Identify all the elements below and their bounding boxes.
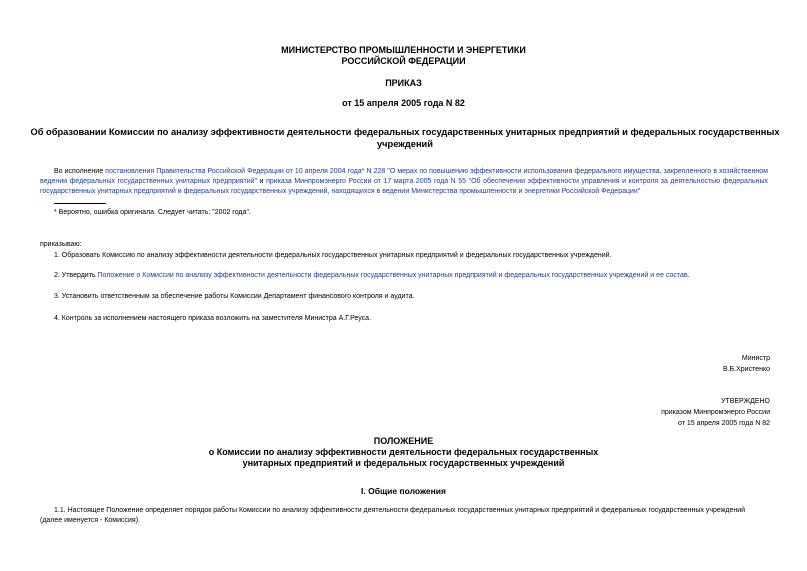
- approval-stamp-line3: от 15 апреля 2005 года N 82: [677, 420, 770, 427]
- approval-stamp-line1: УТВЕРЖДЕНО: [720, 398, 770, 405]
- preamble-paragraph: [40, 167, 768, 197]
- order-title-line1: Об образовании Комиссии по анализу эффективности деятельности федеральных государственных унитарных предприятий и федеральных государственных: [30, 127, 780, 137]
- preamble-mid: и: [257, 178, 267, 185]
- approval-stamp-line2: приказом Минпромэнерго России: [661, 409, 770, 416]
- clause-1-1-line2: (далее именуется - Комиссия).: [40, 517, 140, 524]
- ministry-heading-line1: МИНИСТЕРСТВО ПРОМЫШЛЕННОСТИ И ЭНЕРГЕТИКИ: [281, 45, 526, 55]
- order-item-4: 4. Контроль за исполнением настоящего приказа возложить на заместителя Министра А.Г.Реуса.: [54, 315, 372, 322]
- document-type: ПРИКАЗ: [385, 78, 422, 88]
- footnote-divider: [54, 203, 106, 204]
- signature-position: Министр: [741, 355, 770, 362]
- regulation-subtitle-line1: о Комиссии по анализу эффективности деятельности федеральных государственных: [208, 447, 599, 457]
- order-word: приказываю:: [40, 241, 82, 248]
- preamble-lead: Во исполнение: [54, 168, 106, 175]
- order-item-2-lead: 2. Утвердить: [54, 272, 98, 279]
- footnote: * Вероятно, ошибка оригинала. Следует читать: "2002 года".: [54, 209, 251, 216]
- order-title-line2: учреждений: [376, 139, 433, 149]
- ministry-heading-line2: РОССИЙСКОЙ ФЕДЕРАЦИИ: [341, 56, 466, 66]
- regulation-subtitle-line2: унитарных предприятий и федеральных государственных учреждений: [242, 458, 565, 468]
- clause-1-1-line1: 1.1. Настоящее Положение определяет порядок работы Комиссии по анализу эффективности деятельности федеральных государственных унитарных предприятий и федеральных государственных учреждений: [54, 507, 746, 514]
- signature-name: В.Б.Христенко: [722, 366, 770, 373]
- order-item-1: 1. Образовать Комиссию по анализу эффективности деятельности федеральных государственных унитарных предприятий и федеральных государственных учреждений.: [54, 252, 612, 259]
- order-item-2-end: .: [687, 272, 690, 279]
- ministry-order-link[interactable]: приказа Минпромэнерго России от 17 марта 2005 года N 55 "Об обеспечении эффективности управления и контроля за деятельностью федеральных государственных унитарных предприятий и федеральных государственных учреждений, находящихся в ведении Министерства промышленности и энергетики Российской Федерации": [40, 178, 769, 195]
- regulation-title: ПОЛОЖЕНИЕ: [373, 436, 434, 446]
- order-item-3: 3. Установить ответственным за обеспечение работы Комиссии Департамент финансового контроля и аудита.: [54, 293, 415, 300]
- section-heading: I. Общие положения: [361, 486, 446, 496]
- document-date-number: от 15 апреля 2005 года N 82: [342, 98, 465, 108]
- government-decree-link[interactable]: постановления Правительства Российской Федерации от 10 апреля 2004 года* N 228 "О мерах по повышению эффективности использования федерального имущества, закрепленного в хозяйственном ведении федеральных государственных унитарных предприятий": [40, 168, 768, 185]
- regulation-link[interactable]: Положение о Комиссии по анализу эффективности деятельности федеральных государственных унитарных предприятий и федеральных государственных учреждений и ее состав: [97, 272, 688, 279]
- order-item-2: [54, 271, 690, 281]
